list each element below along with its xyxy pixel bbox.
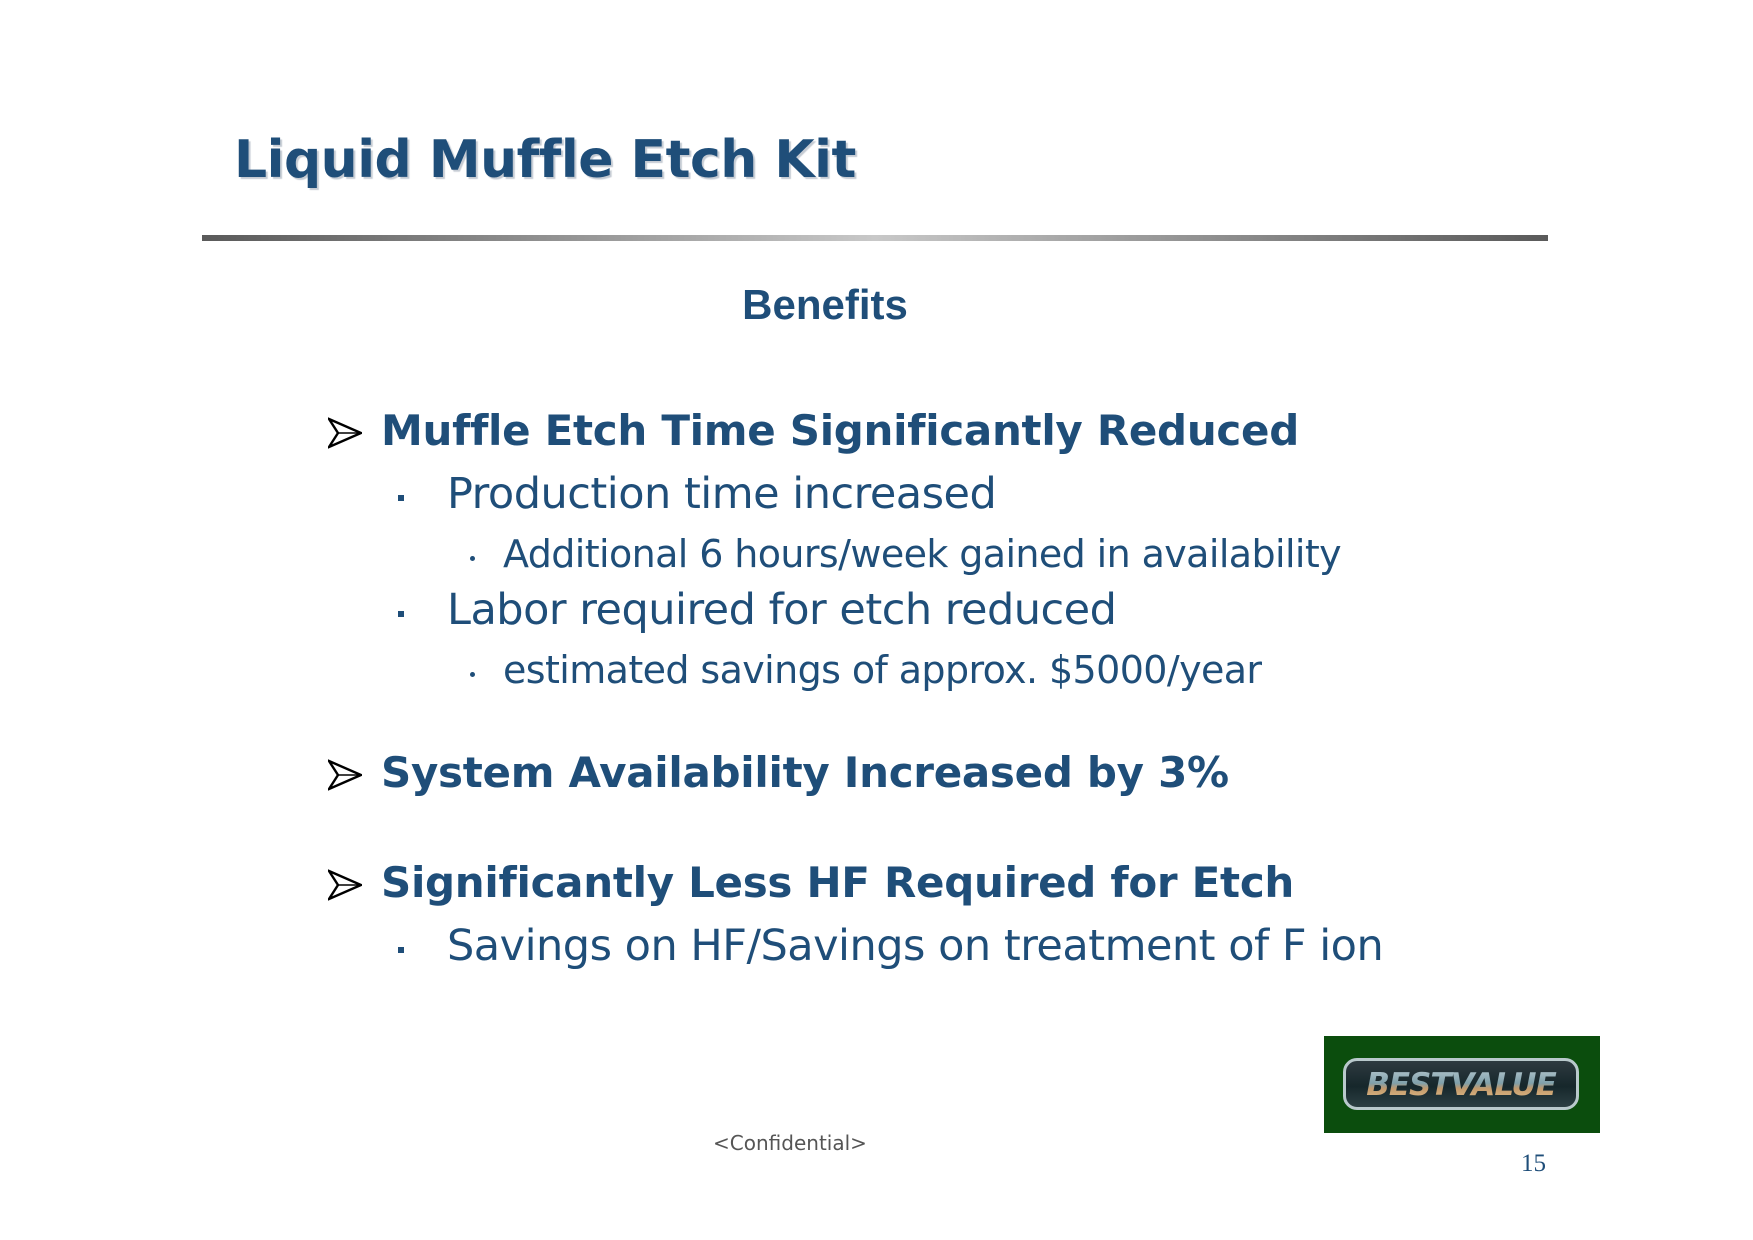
dot-bullet-icon — [470, 556, 475, 561]
sub-bullet-label: Labor required for etch reduced — [447, 585, 1117, 635]
page-number: 15 — [1521, 1150, 1546, 1177]
square-bullet-icon — [398, 495, 404, 501]
arrowhead-icon — [328, 868, 362, 902]
square-bullet-icon — [398, 611, 404, 617]
sub-sub-bullet-label: Additional 6 hours/week gained in availability — [503, 532, 1342, 576]
bullet-point-label: System Availability Increased by 3% — [381, 748, 1229, 797]
sub-bullet-label: Savings on HF/Savings on treatment of F ion — [447, 921, 1384, 971]
bullet-point-label: Significantly Less HF Required for Etch — [381, 858, 1295, 907]
confidential-footer: <Confidential> — [713, 1131, 867, 1155]
slide-subtitle: Benefits — [742, 281, 908, 328]
logo-text: BESTVALUE — [1346, 1067, 1576, 1103]
bestvalue-logo — [1324, 1036, 1600, 1133]
sub-sub-bullet-label: estimated savings of approx. $5000/year — [503, 648, 1262, 692]
arrowhead-icon — [328, 416, 362, 450]
bullet-point-label: Muffle Etch Time Significantly Reduced — [381, 406, 1299, 455]
arrowhead-icon — [328, 758, 362, 792]
square-bullet-icon — [398, 947, 404, 953]
dot-bullet-icon — [470, 672, 475, 677]
slide-title: Liquid Muffle Etch Kit — [234, 130, 856, 190]
logo-badge — [1343, 1058, 1579, 1110]
title-divider — [202, 235, 1548, 241]
sub-bullet-label: Production time increased — [447, 469, 997, 519]
